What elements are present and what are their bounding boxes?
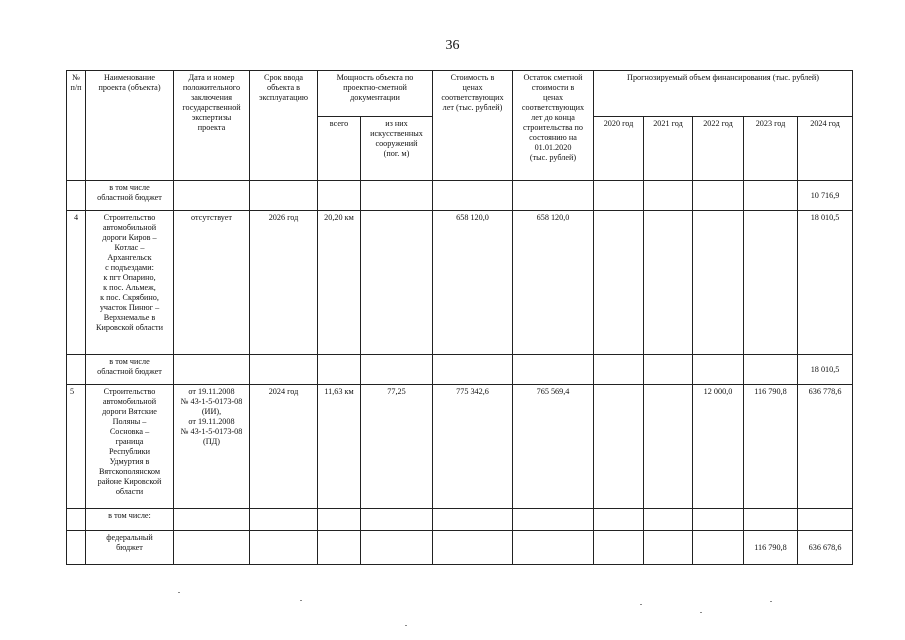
cell-name: в том числе областной бюджет xyxy=(86,181,174,211)
cell-capacity-art xyxy=(361,355,433,385)
cell-2022 xyxy=(693,355,744,385)
cell-expertise xyxy=(174,531,250,565)
cell-cost xyxy=(433,509,513,531)
cell-cost xyxy=(433,531,513,565)
cell-capacity-total xyxy=(318,531,361,565)
table-row xyxy=(67,181,853,211)
cell-remainder xyxy=(513,181,594,211)
cell-2022 xyxy=(693,181,744,211)
cell-2023: 116 790,8 xyxy=(744,531,798,565)
header-name: Наименование проекта (объекта) xyxy=(86,71,174,181)
scan-speck xyxy=(700,612,702,613)
cell-commission: 2024 год xyxy=(250,385,318,509)
cell-commission xyxy=(250,531,318,565)
header-forecast: Прогнозируемый объем финансирования (тыс. рублей) xyxy=(594,71,853,117)
cell-remainder xyxy=(513,355,594,385)
cell-num: 4 xyxy=(67,211,86,355)
header-num: № п/п xyxy=(67,71,86,181)
header-cost: Стоимость в ценах соответствующих лет (тыс. рублей) xyxy=(433,71,513,181)
cell-commission xyxy=(250,181,318,211)
page-number: 36 xyxy=(445,38,460,53)
cell-name: в том числе областной бюджет xyxy=(86,355,174,385)
table-header xyxy=(67,71,853,181)
header-year-2020: 2020 год xyxy=(594,117,644,181)
cell-2020 xyxy=(594,509,644,531)
cell-2023: 116 790,8 xyxy=(744,385,798,509)
cell-2022 xyxy=(693,531,744,565)
table-row xyxy=(67,211,853,355)
header-year-2023: 2023 год xyxy=(744,117,798,181)
cell-name: Строительство автомобильной дороги Вятские Поляны – Сосновка – граница Республики Удмуртия в Вятскополянском районе Кировской области xyxy=(86,385,174,509)
cell-remainder xyxy=(513,509,594,531)
table-row xyxy=(67,355,853,385)
table-row xyxy=(67,531,853,565)
cell-capacity-art xyxy=(361,531,433,565)
cell-cost: 775 342,6 xyxy=(433,385,513,509)
cell-2024: 18 010,5 xyxy=(798,211,853,355)
cell-2024: 10 716,9 xyxy=(798,181,853,211)
cell-2022 xyxy=(693,211,744,355)
cell-2021 xyxy=(644,385,693,509)
cell-num xyxy=(67,355,86,385)
scan-speck xyxy=(640,604,642,605)
cell-num xyxy=(67,181,86,211)
cell-expertise: отсутствует xyxy=(174,211,250,355)
cell-num xyxy=(67,531,86,565)
scan-speck xyxy=(770,601,772,602)
table-row xyxy=(67,509,853,531)
cell-2020 xyxy=(594,385,644,509)
cell-2024: 636 678,6 xyxy=(798,531,853,565)
cell-2023 xyxy=(744,211,798,355)
scan-speck xyxy=(405,625,407,626)
header-year-2024: 2024 год xyxy=(798,117,853,181)
cell-capacity-art xyxy=(361,509,433,531)
cell-expertise xyxy=(174,509,250,531)
cell-2024: 18 010,5 xyxy=(798,355,853,385)
header-remainder: Остаток сметной стоимости в ценах соответствующих лет до конца строительства по состоянию на 01.01.2020 (тыс. рублей) xyxy=(513,71,594,181)
cell-num: 5 xyxy=(67,385,86,509)
cell-capacity-total xyxy=(318,181,361,211)
cell-2021 xyxy=(644,211,693,355)
table-body xyxy=(67,181,853,565)
cell-expertise: от 19.11.2008 № 43-1-5-0173-08 (ИИ), от 19.11.2008 № 43-1-5-0173-08 (ПД) xyxy=(174,385,250,509)
cell-expertise xyxy=(174,355,250,385)
cell-capacity-total xyxy=(318,355,361,385)
cell-num xyxy=(67,509,86,531)
cell-2020 xyxy=(594,211,644,355)
cell-name: федеральный бюджет xyxy=(86,531,174,565)
cell-2023 xyxy=(744,181,798,211)
cell-cost xyxy=(433,355,513,385)
cell-remainder: 765 569,4 xyxy=(513,385,594,509)
header-capacity: Мощность объекта по проектно-сметной документации xyxy=(318,71,433,117)
cell-2024 xyxy=(798,509,853,531)
header-capacity-total: всего xyxy=(318,117,361,181)
cell-2020 xyxy=(594,531,644,565)
cell-capacity-total: 20,20 км xyxy=(318,211,361,355)
cell-name: в том числе: xyxy=(86,509,174,531)
cell-cost: 658 120,0 xyxy=(433,211,513,355)
cell-expertise xyxy=(174,181,250,211)
scan-speck xyxy=(178,592,180,593)
cell-2021 xyxy=(644,181,693,211)
cell-2020 xyxy=(594,181,644,211)
cell-commission xyxy=(250,355,318,385)
cell-remainder: 658 120,0 xyxy=(513,211,594,355)
financing-table xyxy=(66,70,853,565)
cell-capacity-total xyxy=(318,509,361,531)
table-row xyxy=(67,385,853,509)
header-year-2021: 2021 год xyxy=(644,117,693,181)
cell-cost xyxy=(433,181,513,211)
cell-2022: 12 000,0 xyxy=(693,385,744,509)
cell-2022 xyxy=(693,509,744,531)
cell-2021 xyxy=(644,509,693,531)
cell-capacity-art xyxy=(361,211,433,355)
cell-2021 xyxy=(644,531,693,565)
cell-name: Строительство автомобильной дороги Киров – Котлас – Архангельск с подъездами: к пгт Опарино, к пос. Альмеж, к пос. Скрябино, участок Пинюг – Верхнемалье в Кировской области xyxy=(86,211,174,355)
header-commission: Срок ввода объекта в эксплуатацию xyxy=(250,71,318,181)
cell-2023 xyxy=(744,509,798,531)
header-expertise: Дата и номер положительного заключения государственной экспертизы проекта xyxy=(174,71,250,181)
header-capacity-art: из них искусственных сооружений (пог. м) xyxy=(361,117,433,181)
cell-capacity-art: 77,25 xyxy=(361,385,433,509)
cell-2024: 636 778,6 xyxy=(798,385,853,509)
cell-commission xyxy=(250,509,318,531)
cell-capacity-total: 11,63 км xyxy=(318,385,361,509)
cell-commission: 2026 год xyxy=(250,211,318,355)
cell-2021 xyxy=(644,355,693,385)
cell-remainder xyxy=(513,531,594,565)
header-year-2022: 2022 год xyxy=(693,117,744,181)
cell-capacity-art xyxy=(361,181,433,211)
cell-2020 xyxy=(594,355,644,385)
scan-speck xyxy=(300,600,302,601)
cell-2023 xyxy=(744,355,798,385)
